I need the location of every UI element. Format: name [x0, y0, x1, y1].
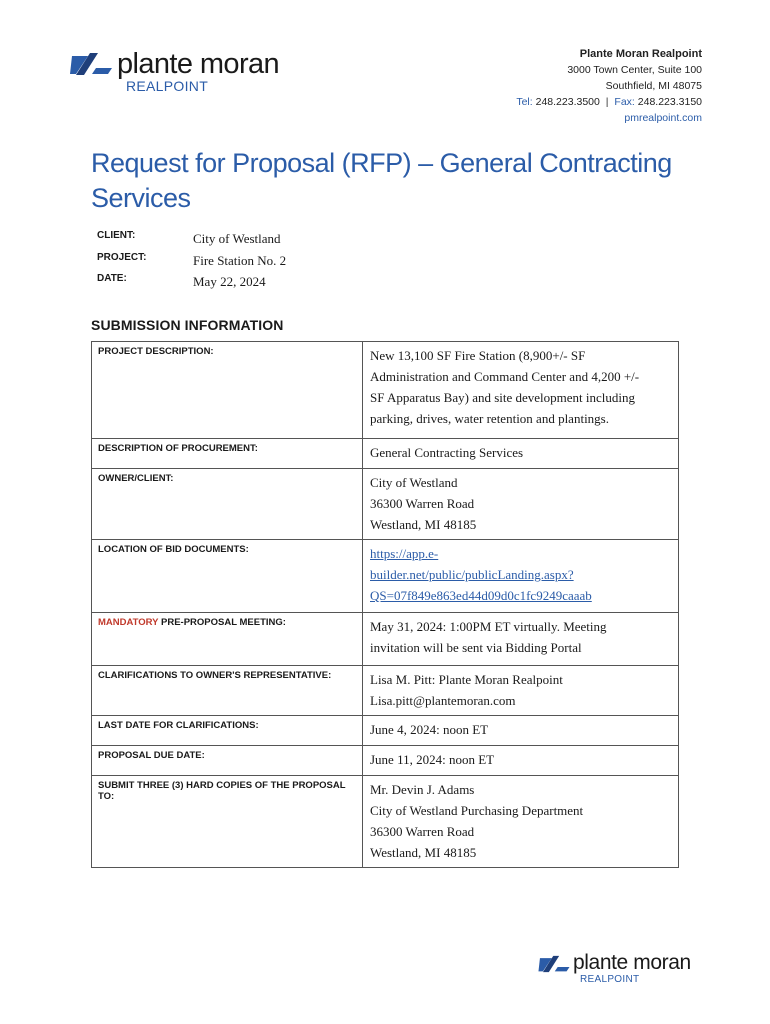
row-label: DESCRIPTION OF PROCUREMENT: — [92, 439, 363, 469]
table-row — [92, 469, 679, 540]
value-line: 36300 Warren Road — [370, 496, 475, 511]
address-line-2: Southfield, MI 48075 — [605, 80, 702, 92]
row-value — [363, 439, 679, 469]
row-value — [363, 540, 679, 613]
value-line: Administration and Command Center and 4,200 +/- — [370, 369, 640, 384]
table-row — [92, 716, 679, 746]
document-title: Request for Proposal (RFP) – General Contracting Services — [91, 148, 672, 213]
value-line: invitation will be sent via Bidding Portal — [370, 640, 582, 655]
table-row — [92, 666, 679, 716]
value-line: 36300 Warren Road — [370, 824, 475, 839]
meta-value: City of Westland — [193, 231, 281, 246]
value-line: Lisa.pitt@plantemoran.com — [370, 693, 516, 708]
logo-name: plante moran — [117, 48, 280, 80]
row-value — [363, 746, 679, 776]
footer-plante-moran-logo — [537, 951, 691, 985]
section-title: SUBMISSION INFORMATION — [91, 317, 284, 333]
meeting-label: PRE-PROPOSAL MEETING: — [161, 617, 286, 628]
row-label: LOCATION OF BID DOCUMENTS: — [92, 540, 363, 613]
fax-label: Fax: — [614, 96, 635, 108]
value-line: June 11, 2024: noon ET — [370, 752, 495, 767]
tel-label: Tel: — [516, 96, 533, 108]
bid-documents-link[interactable]: https://app.e- — [370, 546, 439, 561]
meta-value: Fire Station No. 2 — [193, 252, 287, 268]
meta-label: DATE: — [97, 273, 127, 284]
meta-label: PROJECT: — [97, 251, 147, 263]
table-row — [92, 776, 679, 868]
row-value — [363, 666, 679, 716]
row-value — [363, 342, 679, 439]
footer-logo-mark-icon — [537, 951, 571, 977]
firm-name: Plante Moran Realpoint — [579, 48, 702, 60]
submission-info-table — [91, 341, 679, 868]
bid-documents-link[interactable]: builder.net/public/publicLanding.aspx? — [370, 567, 574, 582]
bid-documents-link[interactable]: QS=07f849e863ed44d09d0c1fc9249caaab — [370, 588, 592, 603]
address-line-1: 3000 Town Center, Suite 100 — [567, 64, 702, 76]
mandatory-label: MANDATORY — [98, 617, 159, 628]
row-value — [363, 613, 679, 666]
value-line: City of Westland — [370, 475, 458, 490]
table-row — [92, 540, 679, 613]
website-link[interactable]: pmrealpoint.com — [624, 112, 702, 124]
row-label — [92, 613, 363, 666]
meta-client-row — [97, 228, 286, 250]
plante-moran-logo — [68, 47, 279, 93]
logo-sub: REALPOINT — [126, 78, 209, 94]
table-row — [92, 439, 679, 469]
row-label: SUBMIT THREE (3) HARD COPIES OF THE PROPOSAL TO: — [92, 776, 363, 868]
value-line: General Contracting Services — [370, 445, 524, 460]
row-label: PROJECT DESCRIPTION: — [92, 342, 363, 439]
footer-logo-name: plante moran — [573, 951, 691, 974]
row-value — [363, 716, 679, 746]
value-line: New 13,100 SF Fire Station (8,900+/- SF — [370, 348, 586, 363]
value-line: Lisa M. Pitt: Plante Moran Realpoint — [370, 672, 563, 687]
row-label: CLARIFICATIONS TO OWNER'S REPRESENTATIVE: — [92, 666, 363, 716]
separator: | — [605, 96, 609, 108]
value-line: SF Apparatus Bay) and site development including — [370, 390, 636, 405]
row-label: OWNER/CLIENT: — [92, 469, 363, 540]
value-line: parking, drives, water retention and plantings. — [370, 411, 609, 426]
phone-fax-line — [516, 94, 702, 110]
tel-number: 248.223.3500 — [535, 96, 600, 108]
firm-address-block — [516, 46, 702, 126]
table-row — [92, 342, 679, 439]
meta-value: May 22, 2024 — [193, 274, 266, 289]
fax-number: 248.223.3150 — [637, 96, 702, 108]
meta-project-row — [97, 250, 286, 272]
value-line: Westland, MI 48185 — [370, 845, 477, 860]
value-line: May 31, 2024: 1:00PM ET virtually. Meeting — [370, 619, 607, 634]
meta-date-row — [97, 271, 286, 293]
value-line: Westland, MI 48185 — [370, 517, 477, 532]
plante-moran-logo-mark-icon — [68, 47, 114, 81]
value-line: City of Westland Purchasing Department — [370, 803, 584, 818]
meta-label: CLIENT: — [97, 230, 136, 241]
table-row — [92, 746, 679, 776]
row-value — [363, 776, 679, 868]
footer-logo-sub: REALPOINT — [580, 974, 640, 985]
row-label: LAST DATE FOR CLARIFICATIONS: — [92, 716, 363, 746]
table-row — [92, 613, 679, 666]
value-line: June 4, 2024: noon ET — [370, 722, 489, 737]
row-value — [363, 469, 679, 540]
value-line: Mr. Devin J. Adams — [370, 782, 475, 797]
document-meta — [97, 228, 286, 293]
row-label: PROPOSAL DUE DATE: — [92, 746, 363, 776]
